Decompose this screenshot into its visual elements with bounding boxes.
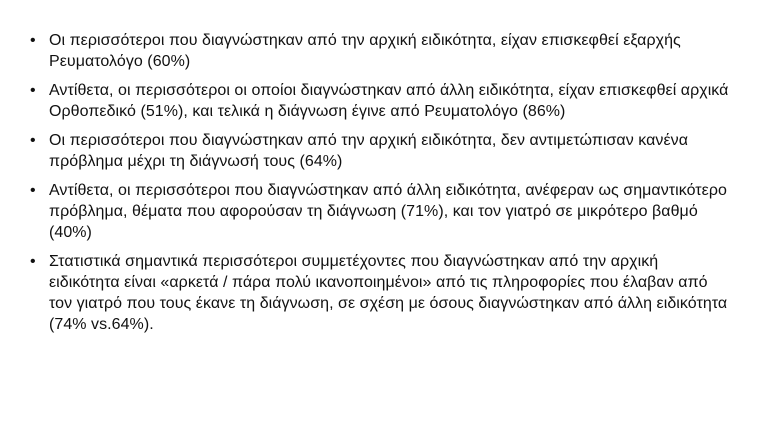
- bullet-icon: •: [30, 32, 36, 49]
- bullet-icon: •: [30, 132, 36, 149]
- bullet-item-4: [30, 180, 730, 243]
- bullet-item-2: [30, 80, 730, 122]
- bullet-item-1: [30, 30, 730, 72]
- bullet-item-5: [30, 251, 730, 335]
- bullet-text: Οι περισσότεροι που διαγνώστηκαν από την αρχική ειδικότητα, δεν αντιμετώπισαν κανένα πρόβλημα μέχρι τη διάγνωσή τους (64%): [49, 132, 688, 170]
- bullet-item-3: [30, 130, 730, 172]
- bullet-text: Οι περισσότεροι που διαγνώστηκαν από την αρχική ειδικότητα, είχαν επισκεφθεί εξαρχής Ρευματολόγο (60%): [49, 32, 681, 70]
- bullet-text: Αντίθετα, οι περισσότεροι που διαγνώστηκαν από άλλη ειδικότητα, ανέφεραν ως σημαντικότερο πρόβλημα, θέματα που αφορούσαν τη διάγνωση (71%), και τον γιατρό σε μικρότερο βαθμό (40%): [49, 182, 727, 241]
- bullet-icon: •: [30, 253, 36, 270]
- bullet-icon: •: [30, 82, 36, 99]
- bullet-text: Στατιστικά σημαντικά περισσότεροι συμμετέχοντες που διαγνώστηκαν από την αρχική ειδικότητα είναι «αρκετά / πάρα πολύ ικανοποιημένοι» από τις πληροφορίες που έλαβαν από τον γιατρό που τους έκανε τη διάγνωση, σε σχέση με όσους διαγνώστηκαν από άλλη ειδικότητα (74% vs.64%).: [49, 253, 728, 333]
- bullet-text: Αντίθετα, οι περισσότεροι οι οποίοι διαγνώστηκαν από άλλη ειδικότητα, είχαν επισκεφθεί αρχικά Ορθοπεδικό (51%), και τελικά η διάγνωση έγινε από Ρευματολόγο (86%): [49, 82, 729, 120]
- bullet-list: [30, 30, 730, 335]
- bullet-icon: •: [30, 182, 36, 199]
